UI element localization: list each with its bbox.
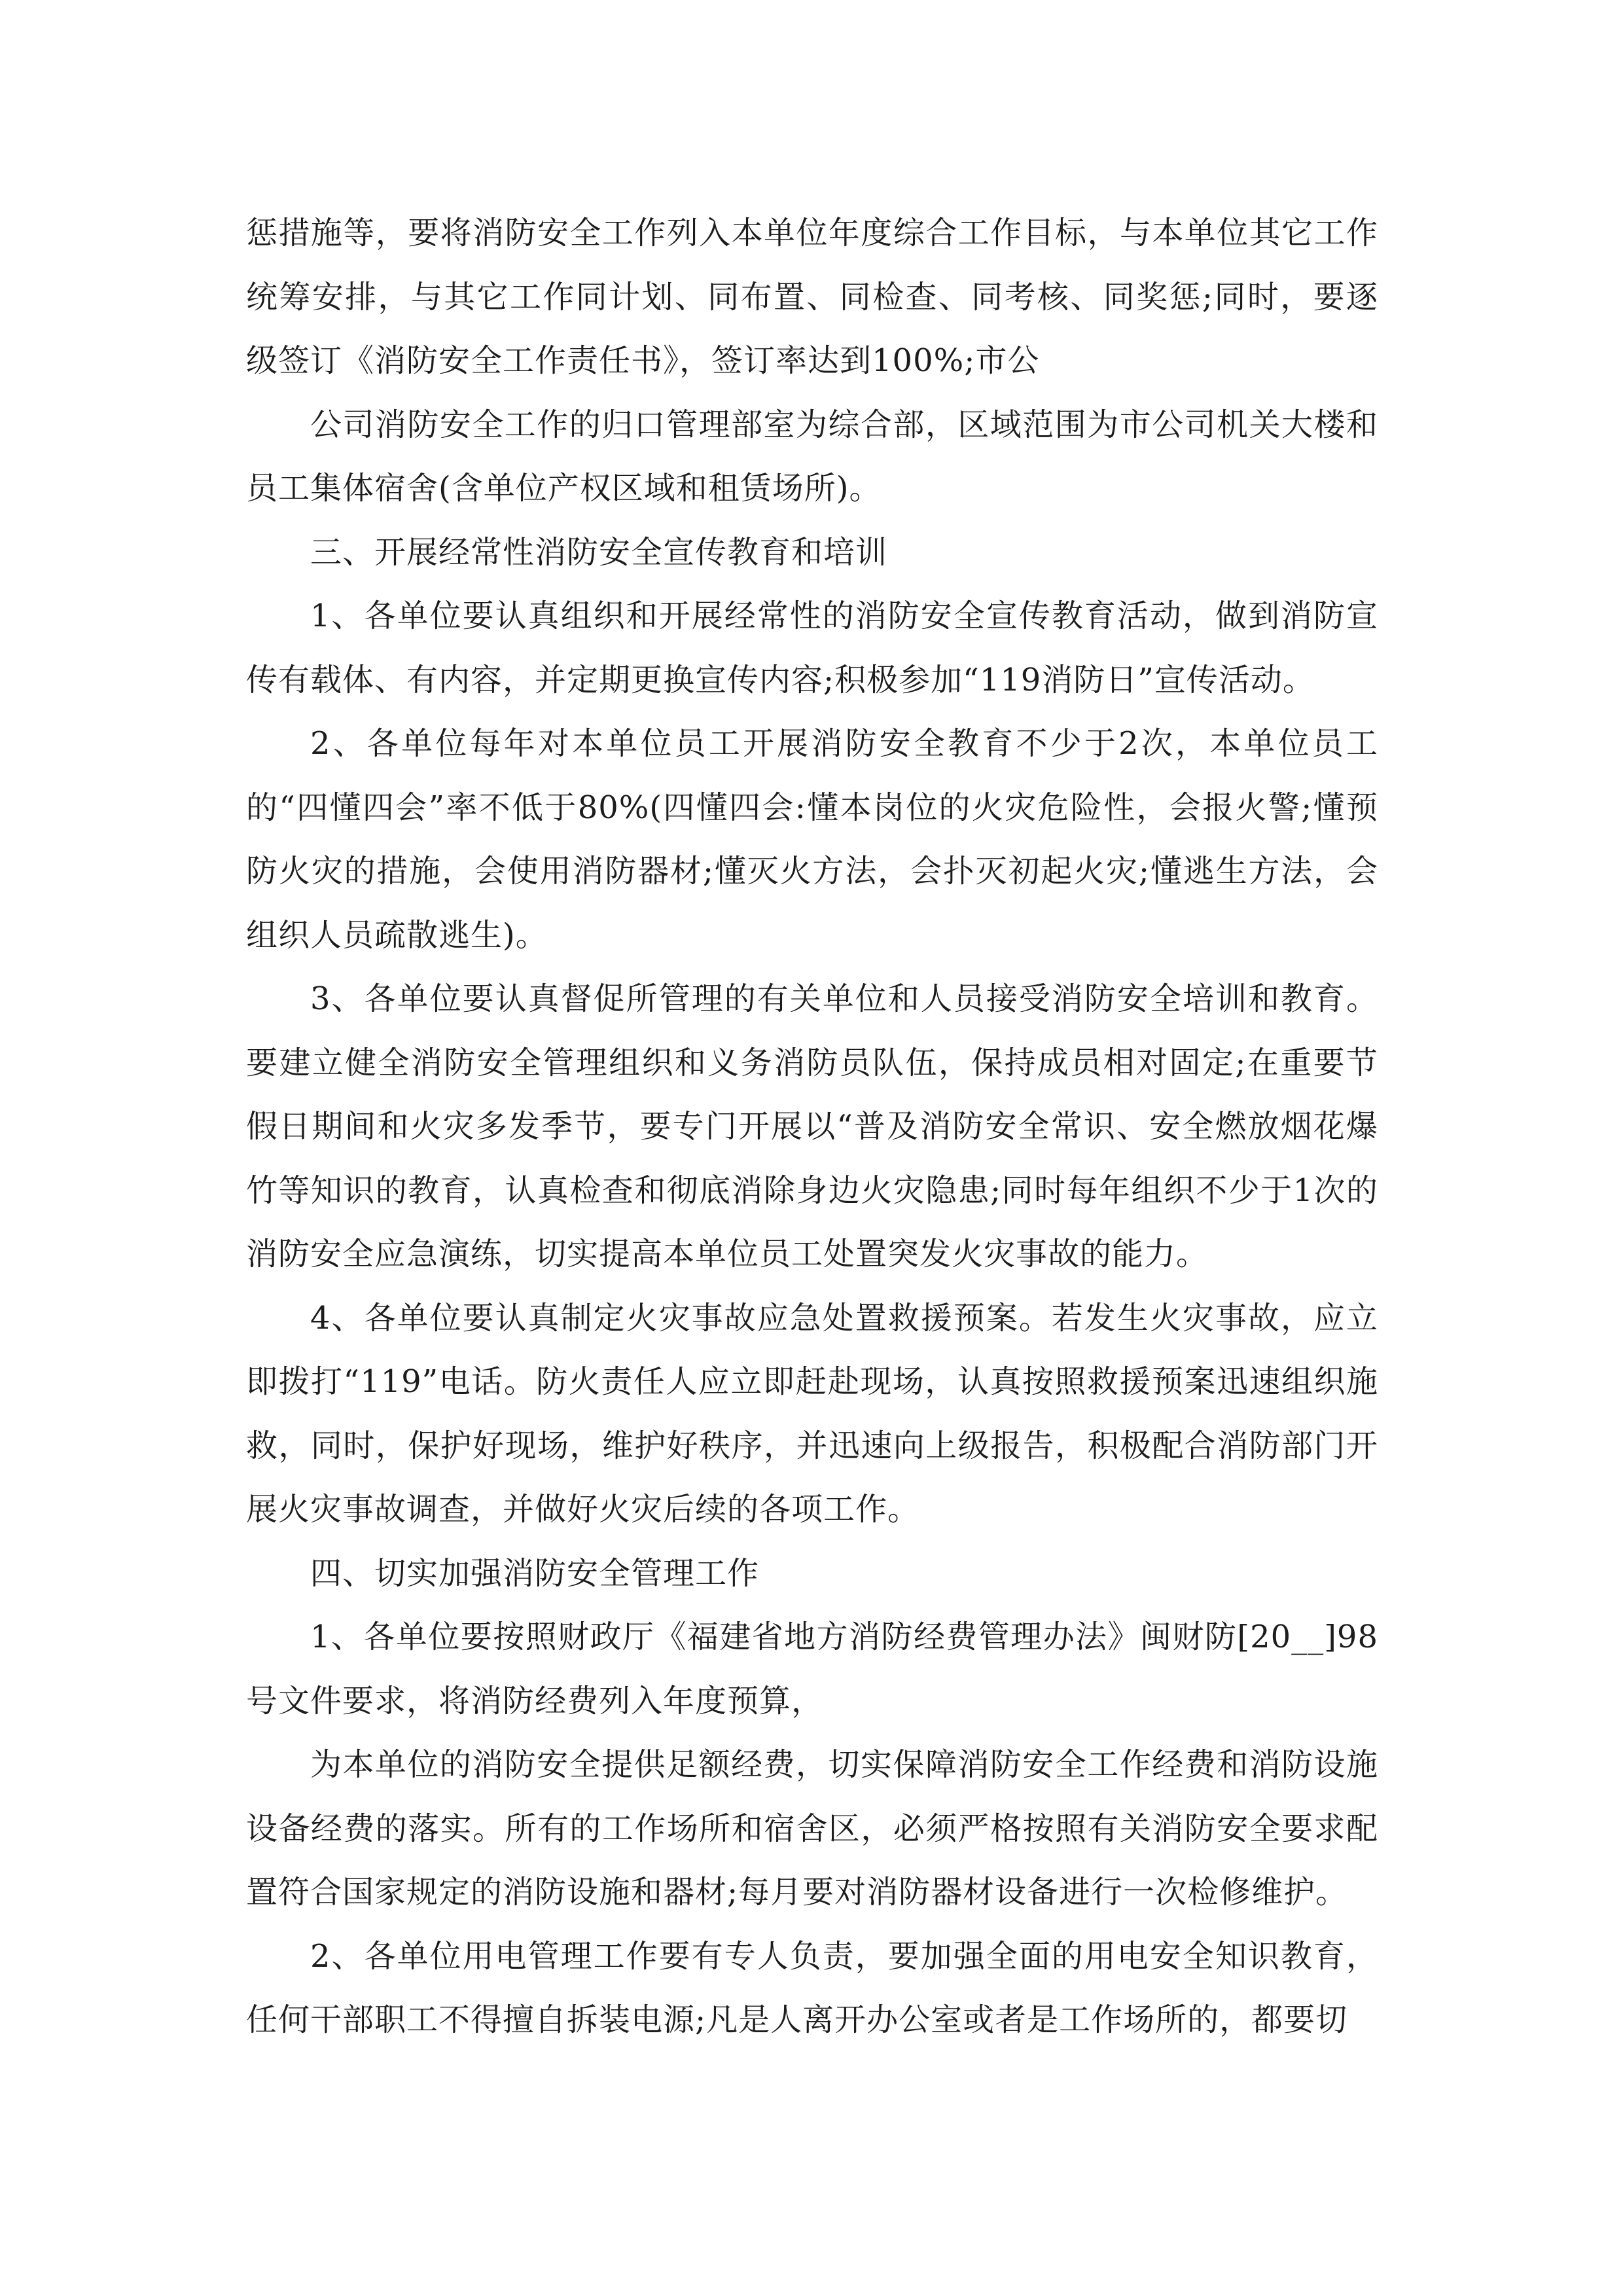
paragraph-item-3-3: 3、各单位要认真督促所管理的有关单位和人员接受消防安全培训和教育。要建立健全消防安全管理组织和义务消防员队伍，保持成员相对固定;在重要节假日期间和火灾多发季节，要专门开展以“普及消防安全常识、安全燃放烟花爆竹等知识的教育，认真检查和彻底消除身边火灾隐患;同时每年组织不少于1次的消防安全应急演练，切实提高本单位员工处置突发火灾事故的能力。 bbox=[246, 980, 1378, 1272]
paragraph-continuation: 惩措施等，要将消防安全工作列入本单位年度综合工作目标，与本单位其它工作统筹安排，与其它工作同计划、同布置、同检查、同考核、同奖惩;同时，要逐级签订《消防安全工作责任书》，签订率达到100%;市公 bbox=[246, 215, 1378, 379]
section-heading-4: 四、切实加强消防安全管理工作 bbox=[310, 1554, 760, 1592]
paragraph-item-3-1: 1、各单位要认真组织和开展经常性的消防安全宣传教育活动，做到消防宣传有载体、有内容，并定期更换宣传内容;积极参加“119消防日”宣传活动。 bbox=[246, 598, 1378, 698]
paragraph-item-3-2: 2、各单位每年对本单位员工开展消防安全教育不少于2次，本单位员工的“四懂四会”率不低于80%(四懂四会:懂本岗位的火灾危险性，会报火警;懂预防火灾的措施，会使用消防器材;懂灭火方法，会扑灭初起火灾;懂逃生方法，会组织人员疏散逃生)。 bbox=[246, 725, 1378, 954]
document-body bbox=[246, 202, 1378, 2053]
paragraph-item-3-4: 4、各单位要认真制定火灾事故应急处置救援预案。若发生火灾事故，应立即拨打“119”电话。防火责任人应立即赶赴现场，认真按照救援预案迅速组织施救，同时，保护好现场，维护好秩序，并迅速向上级报告，积极配合消防部门开展火灾事故调查，并做好火灾后续的各项工作。 bbox=[246, 1299, 1378, 1528]
section-heading-3: 三、开展经常性消防安全宣传教育和培训 bbox=[310, 533, 888, 571]
paragraph-item-4-2: 2、各单位用电管理工作要有专人负责，要加强全面的用电安全知识教育，任何干部职工不得擅自拆装电源;凡是人离开办公室或者是工作场所的，都要切 bbox=[246, 1937, 1378, 2038]
paragraph-item-4-1: 1、各单位要按照财政厅《福建省地方消防经费管理办法》闽财防[20__]98号文件要求，将消防经费列入年度预算， bbox=[246, 1619, 1378, 1719]
paragraph-item-4-1-cont: 为本单位的消防安全提供足额经费，切实保障消防安全工作经费和消防设施设备经费的落实。所有的工作场所和宿舍区，必须严格按照有关消防安全要求配置符合国家规定的消防设施和器材;每月要对消防器材设备进行一次检修维护。 bbox=[246, 1746, 1378, 1910]
paragraph-management-dept: 公司消防安全工作的归口管理部室为综合部，区域范围为市公司机关大楼和员工集体宿舍(含单位产权区域和租赁场所)。 bbox=[246, 406, 1378, 507]
